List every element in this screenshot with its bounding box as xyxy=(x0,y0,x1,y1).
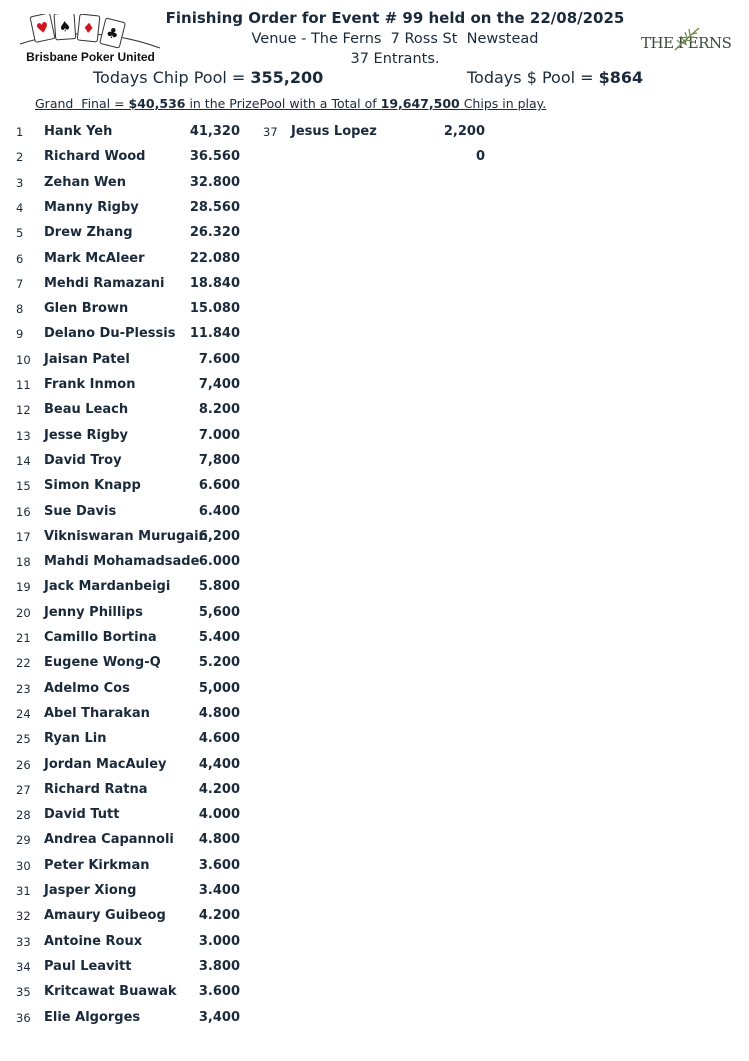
player-name: Paul Leavitt xyxy=(44,958,132,974)
player-name: Beau Leach xyxy=(44,402,129,418)
player-name: Glen Brown xyxy=(44,301,129,317)
result-position: 21 xyxy=(16,631,31,645)
result-position: 7 xyxy=(16,276,24,291)
heart-suit-icon: ♥ xyxy=(34,19,51,38)
chip-count: 3,400 xyxy=(198,1009,240,1025)
player-name: Jasper Xiong xyxy=(44,883,137,898)
result-position: 32 xyxy=(16,909,31,924)
grand-final-suffix: Chips in play. xyxy=(459,96,547,111)
chip-count: 4.600 xyxy=(198,731,240,747)
chip-count: 6.000 xyxy=(198,554,240,570)
player-name: Elie Algorges xyxy=(44,1009,141,1025)
chip-count: 6,200 xyxy=(198,528,240,544)
chip-count: 5.200 xyxy=(198,655,240,671)
player-name: Jack Mardanbeigi xyxy=(44,579,171,595)
chip-count: 4.800 xyxy=(198,705,240,721)
chip-count: 7,400 xyxy=(198,377,240,392)
chip-count: 5.400 xyxy=(198,630,240,645)
chip-count: 3.800 xyxy=(198,958,240,974)
player-name: Andrea Capannoli xyxy=(44,832,174,848)
player-name: Mahdi Mohamadsade xyxy=(44,554,200,570)
player-name: Manny Rigby xyxy=(44,199,139,215)
player-name: Richard Ratna xyxy=(44,781,148,797)
result-position: 20 xyxy=(16,605,31,620)
result-position: 24 xyxy=(16,706,31,721)
player-name: David Tutt xyxy=(44,807,120,823)
result-position: 22 xyxy=(16,656,31,671)
chip-count: 2,200 xyxy=(443,124,485,139)
result-position: 25 xyxy=(16,732,31,747)
chip-count: 36.560 xyxy=(189,149,240,165)
player-name: Jesse Rigby xyxy=(44,427,129,443)
result-position: 11 xyxy=(16,378,31,392)
chip-count: 28.560 xyxy=(189,199,240,215)
player-name: Peter Kirkman xyxy=(44,857,150,873)
result-position: 37 xyxy=(263,125,278,139)
result-position: 27 xyxy=(16,782,31,797)
result-position: 4 xyxy=(16,200,24,215)
grand-final-middle: in the PrizePool with a Total of xyxy=(185,96,381,111)
player-name: Amaury Guibeog xyxy=(44,908,166,924)
result-position: 16 xyxy=(16,504,31,519)
chip-count: 3.600 xyxy=(198,984,240,1000)
result-position: 29 xyxy=(16,833,31,848)
player-name: Frank Inmon xyxy=(44,377,136,392)
chip-count: 15.080 xyxy=(189,301,240,317)
player-name: Mehdi Ramazani xyxy=(44,275,165,291)
chip-count: 5,600 xyxy=(198,604,240,620)
player-name: Mark McAleer xyxy=(44,250,145,266)
result-position: 18 xyxy=(16,555,31,570)
result-position: 33 xyxy=(16,934,31,949)
player-name: Kritcawat Buawak xyxy=(44,984,177,1000)
result-position: 3 xyxy=(16,175,24,190)
chip-count: 6.600 xyxy=(198,478,240,494)
dollar-pool-label: Todays $ Pool = xyxy=(467,68,594,87)
chip-count: 4.000 xyxy=(198,807,240,823)
player-name: Hank Yeh xyxy=(44,124,113,139)
chip-pool-label: Todays Chip Pool = xyxy=(93,68,246,87)
grand-final-line xyxy=(35,96,546,111)
result-position: 14 xyxy=(16,453,31,468)
result-position: 8 xyxy=(16,302,24,317)
result-position: 34 xyxy=(16,959,31,974)
chip-count: 4.200 xyxy=(198,781,240,797)
entrants-count: 37 Entrants. xyxy=(350,51,440,67)
result-position: 1 xyxy=(16,125,24,139)
player-name: Antoine Roux xyxy=(44,933,143,949)
chip-count: 4.200 xyxy=(198,908,240,924)
result-position: 12 xyxy=(16,403,31,418)
result-position: 28 xyxy=(16,808,31,823)
fern-leaf-icon xyxy=(671,26,701,54)
result-position: 5 xyxy=(16,226,24,241)
chip-count: 6.400 xyxy=(198,503,240,519)
brisbane-poker-united-logo xyxy=(18,14,163,66)
grand-final-chips: 19,647,500 xyxy=(380,96,460,111)
page-title: Finishing Order for Event # 99 held on the 22/08/2025 xyxy=(165,9,625,27)
result-position: 31 xyxy=(16,884,31,898)
chip-count: 26.320 xyxy=(189,225,240,241)
club-suit-icon: ♣ xyxy=(104,24,121,44)
chip-count: 18.840 xyxy=(189,275,240,291)
chip-count: 7.600 xyxy=(198,351,240,367)
chip-count: 0 xyxy=(475,149,485,165)
player-name: Ryan Lin xyxy=(44,731,107,747)
chip-count: 4.800 xyxy=(198,832,240,848)
player-name: Adelmo Cos xyxy=(44,680,130,696)
result-position: 15 xyxy=(16,479,31,494)
result-position: 13 xyxy=(16,428,31,443)
playing-cards-icon xyxy=(18,14,163,52)
chip-count: 22.080 xyxy=(189,250,240,266)
player-name: Drew Zhang xyxy=(44,225,133,241)
dollar-pool-value: $864 xyxy=(598,68,644,87)
chip-count: 41,320 xyxy=(189,124,240,139)
player-name: Eugene Wong-Q xyxy=(44,655,161,671)
result-position: 19 xyxy=(16,580,31,595)
chip-count: 4,400 xyxy=(198,756,240,772)
chip-count: 11.840 xyxy=(189,326,240,342)
grand-final-amount: $40,536 xyxy=(128,96,186,111)
result-position: 35 xyxy=(16,985,31,1000)
chip-count: 3.400 xyxy=(198,883,240,898)
grand-final-prefix: Grand Final = xyxy=(35,96,129,111)
player-name: Jesus Lopez xyxy=(291,124,377,139)
dollar-pool xyxy=(467,68,643,87)
chip-count: 7.000 xyxy=(198,427,240,443)
player-name: Jordan MacAuley xyxy=(44,756,167,772)
result-position: 10 xyxy=(16,352,31,367)
chip-count: 32.800 xyxy=(189,174,240,190)
player-name: Jaisan Patel xyxy=(44,351,130,367)
player-name: Jenny Phillips xyxy=(44,604,143,620)
player-name: Abel Tharakan xyxy=(44,705,150,721)
player-name: Richard Wood xyxy=(44,149,146,165)
chip-count: 8.200 xyxy=(198,402,240,418)
the-ferns-logo xyxy=(641,28,737,58)
logo-name: Brisbane Poker United xyxy=(26,50,155,64)
result-position: 30 xyxy=(16,858,31,873)
result-position: 9 xyxy=(16,327,24,342)
result-position: 2 xyxy=(16,150,24,165)
player-name: Vikniswaran Murugain xyxy=(44,528,208,544)
player-name: David Troy xyxy=(44,452,122,468)
chip-pool xyxy=(93,68,323,87)
result-position: 17 xyxy=(16,529,31,544)
result-position: 6 xyxy=(16,251,24,266)
ferns-logo-text: THE FERNS xyxy=(641,34,732,52)
chip-count: 3.000 xyxy=(198,933,240,949)
result-position: 23 xyxy=(16,681,31,696)
spade-suit-icon: ♠ xyxy=(58,18,72,36)
player-name: Zehan Wen xyxy=(44,174,126,190)
chip-count: 5,000 xyxy=(198,680,240,696)
chip-count: 5.800 xyxy=(198,579,240,595)
result-position: 26 xyxy=(16,757,31,772)
player-name: Simon Knapp xyxy=(44,478,141,494)
player-name: Sue Davis xyxy=(44,503,117,519)
player-name: Camillo Bortina xyxy=(44,630,157,645)
chip-count: 7,800 xyxy=(198,452,240,468)
venue-line: Venue - The Ferns 7 Ross St Newstead xyxy=(251,31,539,47)
chip-count: 3.600 xyxy=(198,857,240,873)
result-position: 36 xyxy=(16,1010,31,1025)
chip-pool-value: 355,200 xyxy=(250,68,324,87)
diamond-suit-icon: ♦ xyxy=(81,20,96,38)
player-name: Delano Du-Plessis xyxy=(44,326,176,342)
